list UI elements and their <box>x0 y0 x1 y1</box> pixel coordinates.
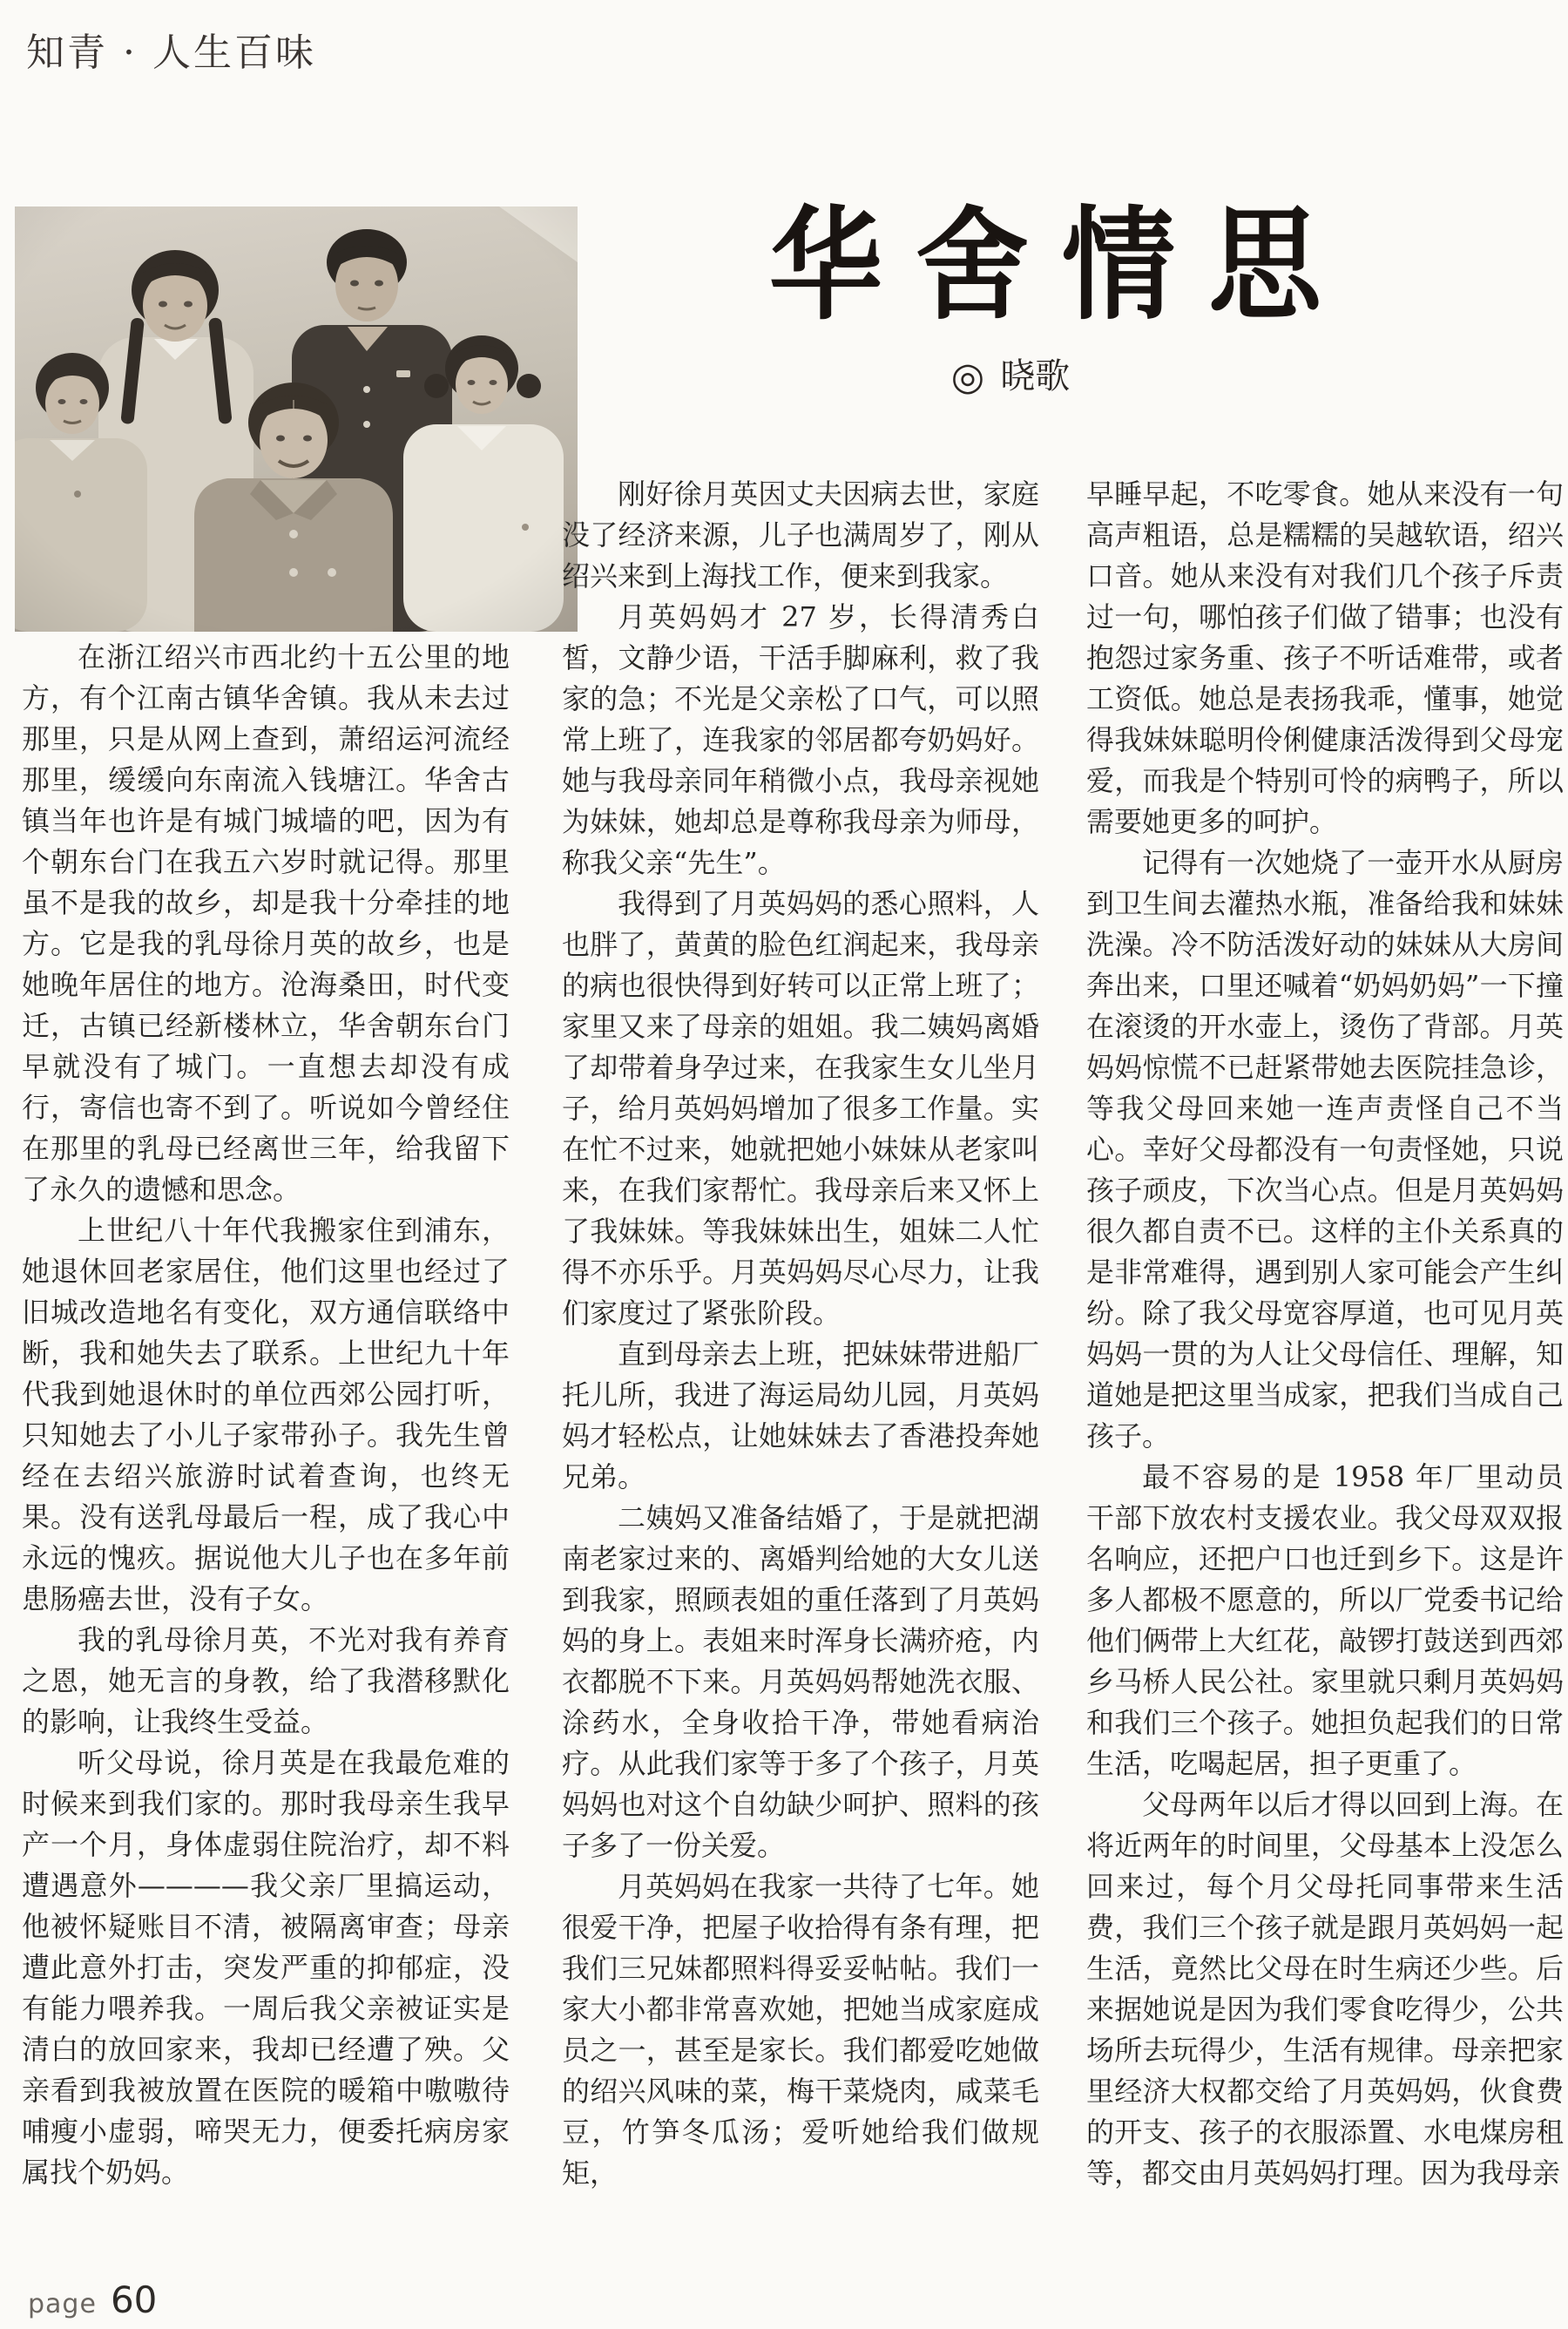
paragraph: 直到母亲去上班，把妹妹带进船厂托儿所，我进了海运局幼儿园，月英妈妈才轻松点，让她妹妹去了香港投奔她兄弟。 <box>562 1337 1039 1493</box>
text-column-middle <box>562 474 1039 2212</box>
paragraph: 二姨妈又准备结婚了，于是就把湖南老家过来的、离婚判给她的大女儿送到我家，照顾表姐的重任落到了月英妈妈的身上。表姐来时浑身长满疥疮，内衣都脱不下来。月英妈妈帮她洗衣服、涂药水，全身收拾干净，带她看病治疗。从此我们家等于多了个孩子，月英妈妈也对这个自幼缺少呵护、照料的孩子多了一份关爱。 <box>562 1501 1039 1862</box>
paragraph: 在浙江绍兴市西北约十五公里的地方，有个江南古镇华舍镇。我从未去过那里，只是从网上查到，萧绍运河流经那里，缓缓向东南流入钱塘江。华舍古镇当年也许是有城门城墙的吧，因为有个朝东台门在我五六岁时就记得。那里虽不是我的故乡，却是我十分牵挂的地方。它是我的乳母徐月英的故乡，也是她晚年居住的地方。沧海桑田，时代变迁，古镇已经新楼林立，华舍朝东台门早就没有了城门。一直想去却没有成行，寄信也寄不到了。听说如今曾经住在那里的乳母已经离世三年，给我留下了永久的遗憾和思念。 <box>22 640 510 1206</box>
author-name: 晓歌 <box>1000 356 1071 396</box>
paragraph-continuation: 早睡早起，不吃零食。她从来没有一句高声粗语，总是糯糯的吴越软语，绍兴口音。她从来没有对我们几个孩子斥责过一句，哪怕孩子们做了错事；也没有抱怨过家务重、孩子不听话难带，或者工资低。她总是表扬我乖，懂事，她觉得我妹妹聪明伶俐健康活泼得到父母宠爱，而我是个特别可怜的病鸭子，所以需要她更多的呵护。 <box>1086 477 1564 838</box>
paragraph: 月英妈妈在我家一共待了七年。她很爱干净，把屋子收拾得有条有理，把我们三兄妹都照料得妥妥帖帖。我们一家大小都非常喜欢她，把她当成家庭成员之一，甚至是家长。我们都爱吃她做的绍兴风味的菜，梅干菜烧肉，咸菜毛豆，竹笋冬瓜汤；爱听她给我们做规矩， <box>562 1870 1039 2190</box>
page-number: 60 <box>110 2278 158 2321</box>
family-photo-illustration <box>15 206 578 632</box>
paragraph: 记得有一次她烧了一壶开水从厨房到卫生间去灌热水瓶，准备给我和妹妹洗澡。冷不防活泼好动的妹妹从大房间奔出来，口里还喊着“奶妈奶妈”一下撞在滚烫的开水壶上，烫伤了背部。月英妈妈惊慌不已赶紧带她去医院挂急诊，等我父母回来她一连声责怪自己不当心。幸好父母都没有一句责怪她，只说孩子顽皮，下次当心点。但是月英妈妈很久都自责不已。这样的主仆关系真的是非常难得，遇到别人家可能会产生纠纷。除了我父母宽容厚道，也可见月英妈妈一贯的为人让父母信任、理解，知道她是把这里当成家，把我们当成自己孩子。 <box>1086 846 1564 1452</box>
text-column-left <box>22 637 510 2205</box>
page-label: page <box>28 2289 97 2319</box>
paragraph: 我的乳母徐月英，不光对我有养育之恩，她无言的身教，给了我潜移默化的影响，让我终生受益。 <box>22 1623 510 1738</box>
paragraph: 我得到了月英妈妈的悉心照料，人也胖了，黄黄的脸色红润起来，我母亲的病也很快得到好转可以正常上班了；家里又来了母亲的姐姐。我二姨妈离婚了却带着身孕过来，在我家生女儿坐月子，给月英妈妈增加了很多工作量。实在忙不过来，她就把她小妹妹从老家叫来，在我们家帮忙。我母亲后来又怀上了我妹妹。等我妹妹出生，姐妹二人忙得不亦乐乎。月英妈妈尽心尽力，让我们家度过了紧张阶段。 <box>562 887 1039 1330</box>
title-block <box>540 193 1551 399</box>
paragraph: 月英妈妈才 27 岁，长得清秀白皙，文静少语，干活手脚麻利，救了我家的急；不光是父亲松了口气，可以照常上班了，连我家的邻居都夸奶妈好。她与我母亲同年稍微小点，我母亲视她为妹妹，她却总是尊称我母亲为师母，称我父亲“先生”。 <box>562 600 1039 879</box>
page-footer <box>28 2278 157 2321</box>
author-circle-icon: ◎ <box>950 355 985 399</box>
section-header: 知青 · 人生百味 <box>26 30 316 75</box>
paragraph: 上世纪八十年代我搬家住到浦东，她退休回老家居住，他们这里也经过了旧城改造地名有变化，双方通信联络中断，我和她失去了联系。上世纪九十年代我到她退休时的单位西郊公园打听，只知她去了小儿子家带孙子。我先生曾经在去绍兴旅游时试着查询，也终无果。没有送乳母最后一程，成了我心中永远的愧疚。据说他大儿子也在多年前患肠癌去世，没有子女。 <box>22 1214 510 1615</box>
text-column-right <box>1086 474 1564 2212</box>
paragraph: 最不容易的是 1958 年厂里动员干部下放农村支援农业。我父母双双报名响应，还把户口也迁到乡下。这是许多人都极不愿意的，所以厂党委书记给他们俩带上大红花，敲锣打鼓送到西郊乡马桥人民公社。家里就只剩月英妈妈和我们三个孩子。她担负起我们的日常生活，吃喝起居，担子更重了。 <box>1086 1460 1564 1780</box>
paragraph: 父母两年以后才得以回到上海。在将近两年的时间里，父母基本上没怎么回来过，每个月父母托同事带来生活费，我们三个孩子就是跟月英妈妈一起生活，竟然比父母在时生病还少些。后来据她说是因为我们零食吃得少，公共场所去玩得少，生活有规律。母亲把家里经济大权都交给了月英妈妈，伙食费的开支、孩子的衣服添置、水电煤房租等，都交由月英妈妈打理。因为我母亲 <box>1086 1788 1564 2190</box>
family-photo <box>15 206 578 632</box>
article-title: 华舍情思 <box>768 193 1355 337</box>
byline <box>540 349 1481 399</box>
paragraph: 刚好徐月英因丈夫因病去世，家庭没了经济来源，儿子也满周岁了，刚从绍兴来到上海找工作，便来到我家。 <box>562 477 1039 592</box>
paragraph: 听父母说，徐月英是在我最危难的时候来到我们家的。那时我母亲生我早产一个月，身体虚弱住院治疗，却不料遭遇意外————我父亲厂里搞运动，他被怀疑账目不清，被隔离审查；母亲遭此意外打击，突发严重的抑郁症，没有能力喂养我。一周后我父亲被证实是清白的放回家来，我却已经遭了殃。父亲看到我被放置在医院的暖箱中嗷嗷待哺瘦小虚弱，啼哭无力，便委托病房家属找个奶妈。 <box>22 1746 510 2189</box>
